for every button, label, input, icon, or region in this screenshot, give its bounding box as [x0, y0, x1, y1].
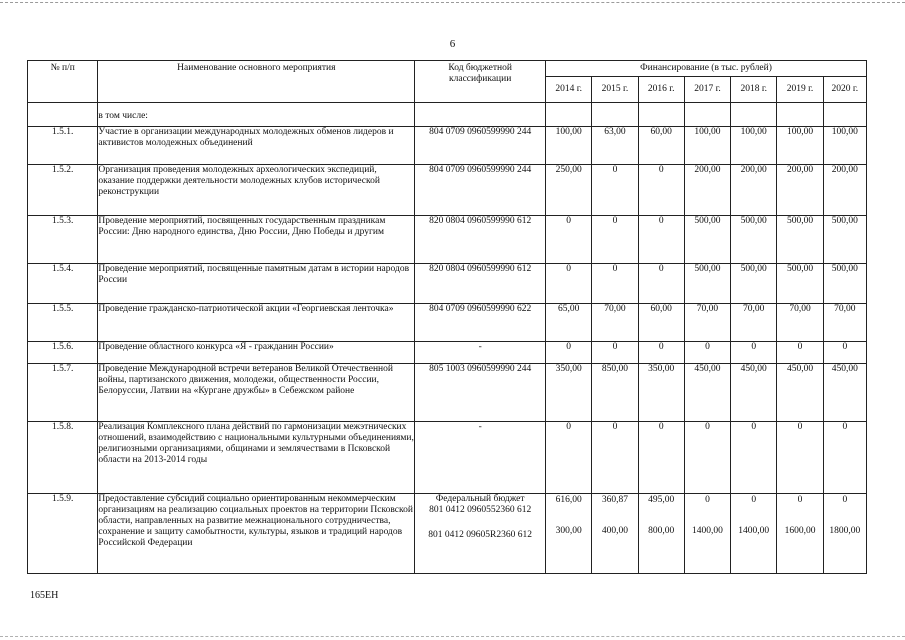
row-value: 500,00: [684, 216, 730, 264]
row-value: 1400,00: [692, 526, 723, 536]
table-row: [28, 165, 867, 216]
row-value: 1800,00: [829, 526, 861, 536]
table-row: [28, 127, 867, 165]
header-year: 2018 г.: [731, 77, 777, 103]
row-value: 100,00: [731, 127, 777, 165]
row-number: 1.5.9.: [28, 494, 98, 574]
row-name: Проведение Международной встречи ветеранов Великой Отечественной войны, партизанского движения, молодежи, общественности России, Белоруссии, Латвии на «Кургане дружбы» в Себежском районе: [98, 364, 415, 422]
row-budget-code: [415, 494, 546, 574]
row-number: 1.5.6.: [28, 342, 98, 364]
table-row: [28, 264, 867, 304]
table-row: [28, 216, 867, 264]
row-value: 70,00: [823, 304, 866, 342]
row-value: 0: [638, 165, 684, 216]
header-year: 2014 г.: [546, 77, 592, 103]
row-number: 1.5.4.: [28, 264, 98, 304]
row-value: 300,00: [555, 526, 582, 536]
row-value: 0: [777, 422, 823, 494]
row-number: 1.5.8.: [28, 422, 98, 494]
header-year: 2019 г.: [777, 77, 823, 103]
row-value: 0: [546, 264, 592, 304]
intro-label: в том числе:: [98, 103, 415, 127]
row-value: 0: [592, 422, 638, 494]
row-value: 0: [546, 216, 592, 264]
row-value: 400,00: [601, 526, 628, 536]
document-code: 165ЕН: [30, 590, 59, 601]
row-value: 0: [638, 264, 684, 304]
row-value: 350,00: [546, 364, 592, 422]
header-year: 2020 г.: [823, 77, 866, 103]
budget-code-federal: 801 0412 0960552360 612: [429, 505, 532, 515]
table-row: [28, 422, 867, 494]
row-value: 0: [592, 342, 638, 364]
row-value: 0: [797, 495, 803, 505]
header-financing: Финансирование (в тыс. рублей): [546, 61, 867, 77]
row-value-pair: [684, 494, 730, 574]
row-name: Проведение мероприятий, посвященные памятным датам в истории народов России: [98, 264, 415, 304]
row-name: Участие в организации международных молодежных обменов лидеров и активистов молодежных объединений: [98, 127, 415, 165]
row-value: 500,00: [823, 264, 866, 304]
row-budget-code: 804 0709 0960599990 244: [415, 165, 546, 216]
row-value: 60,00: [638, 304, 684, 342]
row-value: 70,00: [731, 304, 777, 342]
row-value: 360,87: [601, 495, 628, 505]
row-budget-code: -: [415, 342, 546, 364]
page-number: 6: [449, 38, 456, 50]
row-budget-code: 805 1003 0960599990 244: [415, 364, 546, 422]
header-number: № п/п: [28, 61, 98, 103]
row-name: Проведение областного конкурса «Я - гражданин России»: [98, 342, 415, 364]
row-value: 0: [638, 342, 684, 364]
row-value-pair: [638, 494, 684, 574]
table-row: [28, 494, 867, 574]
row-budget-code: 804 0709 0960599990 244: [415, 127, 546, 165]
row-value: 800,00: [648, 526, 675, 536]
row-name: Проведение мероприятий, посвященных государственным праздникам России: Дню народного единства, Дню России, Дню Победы и другим: [98, 216, 415, 264]
row-value: 0: [546, 422, 592, 494]
row-value-pair: [592, 494, 638, 574]
row-value: 0: [546, 342, 592, 364]
page-top-edge: [0, 2, 905, 3]
row-value: 0: [731, 342, 777, 364]
row-value: 0: [705, 495, 710, 505]
row-name: Проведение гражданско-патриотической акции «Георгиевская ленточка»: [98, 304, 415, 342]
row-value: 616,00: [555, 495, 582, 505]
row-value-pair: [777, 494, 823, 574]
row-value: 0: [638, 216, 684, 264]
row-value: 1400,00: [738, 526, 770, 536]
row-budget-code: 820 0804 0960599990 612: [415, 216, 546, 264]
row-budget-code: 804 0709 0960599990 622: [415, 304, 546, 342]
table-row: [28, 364, 867, 422]
row-value: 450,00: [731, 364, 777, 422]
row-number: 1.5.7.: [28, 364, 98, 422]
header-name: Наименование основного мероприятия: [98, 61, 415, 103]
row-value: 0: [684, 422, 730, 494]
row-value-pair: [823, 494, 866, 574]
header-year: 2017 г.: [684, 77, 730, 103]
financing-table: [27, 60, 867, 574]
row-value: 0: [823, 422, 866, 494]
row-value: 63,00: [592, 127, 638, 165]
row-value: 500,00: [777, 216, 823, 264]
row-value: 450,00: [823, 364, 866, 422]
row-value: 500,00: [731, 264, 777, 304]
row-value: 65,00: [546, 304, 592, 342]
row-number: 1.5.1.: [28, 127, 98, 165]
row-value-pair: [731, 494, 777, 574]
row-budget-code: 820 0804 0960599990 612: [415, 264, 546, 304]
row-value: 200,00: [823, 165, 866, 216]
row-budget-code: -: [415, 422, 546, 494]
row-name: Реализация Комплексного плана действий по гармонизации межэтнических отношений, взаимодействию с национальными культурными объединениями, религиозными организациями, общинами и землячествами в Псковской области на 2013-2014 годы: [98, 422, 415, 494]
row-value: 0: [592, 264, 638, 304]
budget-source-label: Федеральный бюджет: [435, 494, 525, 504]
row-value: 70,00: [684, 304, 730, 342]
row-value: 1600,00: [784, 526, 816, 536]
header-year: 2016 г.: [638, 77, 684, 103]
row-value: 500,00: [823, 216, 866, 264]
row-value: 0: [751, 495, 757, 505]
row-number: 1.5.2.: [28, 165, 98, 216]
table-row: [28, 304, 867, 342]
page-bottom-edge: [0, 636, 905, 637]
row-value: 0: [592, 216, 638, 264]
intro-row: [28, 103, 867, 127]
row-value: 0: [823, 342, 866, 364]
row-value: 850,00: [592, 364, 638, 422]
row-value: 500,00: [684, 264, 730, 304]
budget-code-regional: 801 0412 09605R2360 612: [428, 530, 533, 540]
row-value: 100,00: [546, 127, 592, 165]
row-value: 0: [684, 342, 730, 364]
row-value: 100,00: [684, 127, 730, 165]
table-row: [28, 342, 867, 364]
header-code: Код бюджетной классификации: [415, 61, 546, 103]
row-value: 450,00: [777, 364, 823, 422]
row-value: 0: [731, 422, 777, 494]
row-value: 100,00: [823, 127, 866, 165]
row-value: 0: [592, 165, 638, 216]
row-value: 100,00: [777, 127, 823, 165]
row-value: 495,00: [648, 495, 675, 505]
row-value: 500,00: [731, 216, 777, 264]
row-value-pair: [546, 494, 592, 574]
row-value: 70,00: [777, 304, 823, 342]
row-name: Организация проведения молодежных археологических экспедиций, оказание поддержки деятельности молодежных клубов исторической реконструкции: [98, 165, 415, 216]
row-value: 250,00: [546, 165, 592, 216]
row-name: Предоставление субсидий социально ориентированным некоммерческим организациям на реализацию социальных проектов на территории Псковской области, направленных на развитие межнационального сотрудничества, сохранение и защиту самобытности, культуры, языков и традиций народов Российской Федерации: [98, 494, 415, 574]
row-value: 200,00: [777, 165, 823, 216]
row-value: 60,00: [638, 127, 684, 165]
row-value: 350,00: [638, 364, 684, 422]
row-value: 500,00: [777, 264, 823, 304]
row-value: 450,00: [684, 364, 730, 422]
header-year: 2015 г.: [592, 77, 638, 103]
row-value: 200,00: [731, 165, 777, 216]
row-value: 0: [638, 422, 684, 494]
row-value: 0: [842, 495, 848, 505]
row-value: 0: [777, 342, 823, 364]
row-number: 1.5.5.: [28, 304, 98, 342]
row-value: 200,00: [684, 165, 730, 216]
row-number: 1.5.3.: [28, 216, 98, 264]
row-value: 70,00: [592, 304, 638, 342]
